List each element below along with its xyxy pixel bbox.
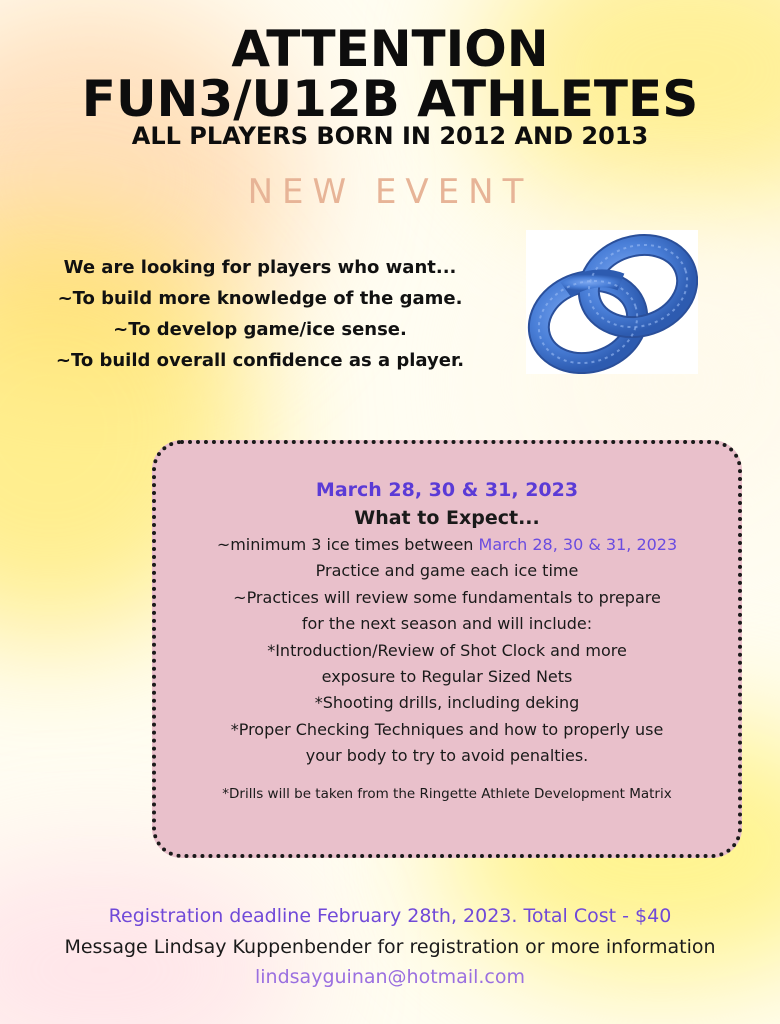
intro-line: ~To build more knowledge of the game.: [57, 288, 463, 309]
headline-birth-years: ALL PLAYERS BORN IN 2012 AND 2013: [131, 122, 649, 150]
details-line: ~Practices will review some fundamentals to prepare: [233, 587, 661, 607]
details-line: [156, 532, 738, 558]
contact-email[interactable]: lindsayguinan@hotmail.com: [255, 966, 525, 988]
details-line: for the next season and will include:: [301, 614, 593, 634]
intro-line: ~To develop game/ice sense.: [113, 319, 407, 340]
details-line-dates: March 28, 30 & 31, 2023: [478, 535, 678, 554]
details-line: *Proper Checking Techniques and how to properly use: [230, 719, 664, 739]
intro-line: We are looking for players who want...: [63, 257, 457, 278]
details-line: your body to try to avoid penalties.: [305, 746, 589, 766]
ringette-rings-icon: [526, 230, 698, 374]
headline-attention: ATTENTION: [231, 20, 549, 78]
intro-line: ~To build overall confidence as a player.: [55, 350, 465, 371]
intro-list: [20, 252, 500, 376]
details-line: *Introduction/Review of Shot Clock and more: [267, 640, 627, 660]
drills-note: *Drills will be taken from the Ringette Athlete Development Matrix: [222, 785, 672, 802]
event-details-box: [152, 440, 742, 858]
expect-heading: What to Expect...: [354, 507, 540, 529]
details-line: *Shooting drills, including deking: [314, 693, 580, 713]
headline-athletes: FUN3/U12B ATHLETES: [81, 70, 699, 128]
details-line-prefix: ~minimum 3 ice times between: [216, 535, 479, 554]
contact-message: Message Lindsay Kuppenbender for registration or more information: [64, 936, 716, 958]
event-dates: March 28, 30 & 31, 2023: [315, 479, 579, 501]
details-list: [156, 532, 738, 770]
new-event-label: NEW EVENT: [247, 172, 533, 212]
registration-deadline: Registration deadline February 28th, 2023. Total Cost - $40: [108, 905, 672, 927]
details-line: exposure to Regular Sized Nets: [321, 667, 573, 687]
details-line: Practice and game each ice time: [315, 561, 579, 581]
